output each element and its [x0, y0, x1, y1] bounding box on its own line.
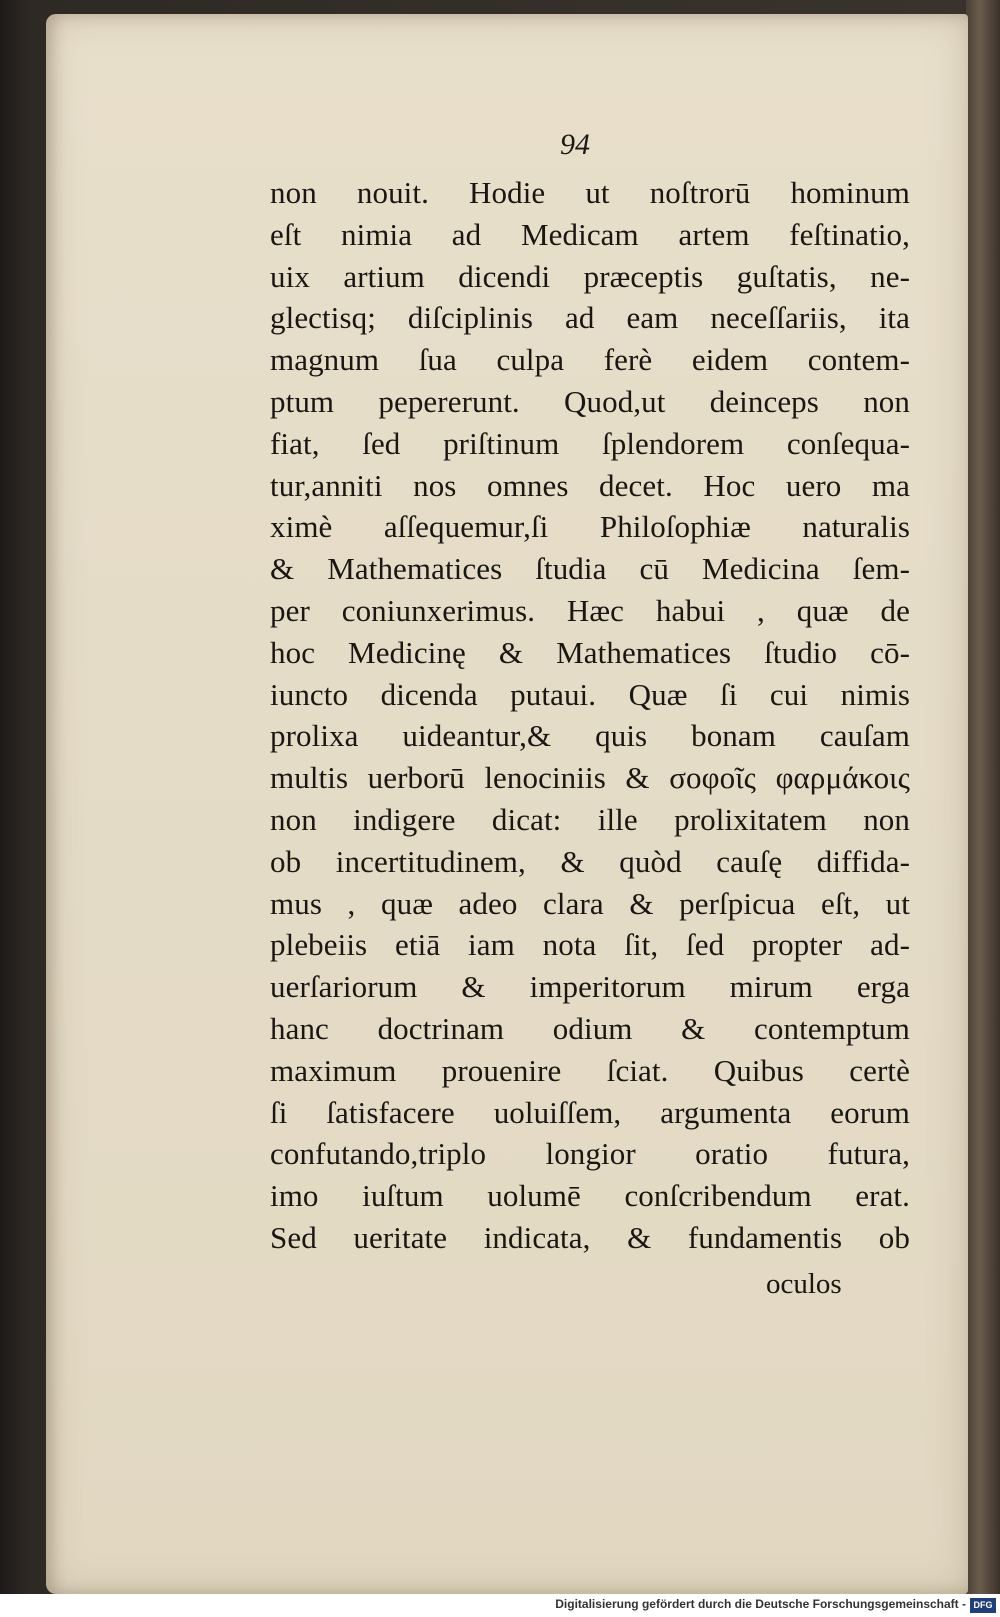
text-line: ptum pepererunt. Quod,ut deinceps non: [270, 383, 910, 419]
book-edge: [966, 0, 1000, 1594]
page-number: 94: [560, 128, 590, 161]
text-line: uerſariorum & imperitorum mirum erga: [270, 969, 910, 1005]
text-line: tur,anniti nos omnes decet. Hoc uero ma: [270, 467, 910, 503]
text-line: non indigere dicat: ille prolixitatem non: [270, 801, 910, 837]
text-line: Sed ueritate indicata, & fundamentis ob: [270, 1219, 910, 1255]
text-line: imo iuſtum uolumē conſcribendum erat.: [270, 1178, 910, 1214]
body-text: [270, 172, 910, 1259]
text-line: iuncto dicenda putaui. Quæ ſi cui nimis: [270, 676, 910, 712]
text-line: hoc Medicinę & Mathematices ſtudio cō-: [270, 634, 910, 670]
text-line: plebeiis etiā iam nota ſit, ſed propter ad-: [270, 927, 910, 963]
text-line: fiat, ſed priſtinum ſplendorem conſequa-: [270, 425, 910, 461]
text-line: mus , quæ adeo clara & perſpicua eſt, ut: [270, 885, 910, 921]
text-line: confutando,triplo longior oratio futura,: [270, 1136, 910, 1172]
text-line: maximum prouenire ſciat. Quibus certè: [270, 1052, 910, 1088]
text-line: hanc doctrinam odium & contemptum: [270, 1010, 910, 1046]
footer-credit: Digitalisierung gefördert durch die Deutsche Forschungsgemeinschaft -: [555, 1597, 966, 1611]
text-line: multis uerborū lenociniis & σοφοῖς φαρμάκοις: [270, 760, 910, 796]
text-line: non nouit. Hodie ut noſtrorū hominum: [270, 175, 910, 210]
footer-bar: [0, 1594, 1000, 1617]
dfg-logo: DFG: [970, 1598, 996, 1613]
text-line: eſt nimia ad Medicam artem feſtinatio,: [270, 216, 910, 252]
text-line: & Mathematices ſtudia cū Medicina ſem-: [270, 551, 910, 587]
text-line: glectisq; diſciplinis ad eam neceſſariis, ita: [270, 300, 910, 336]
text-line: prolixa uideantur,& quis bonam cauſam: [270, 718, 910, 754]
text-line: magnum ſua culpa ferè eidem contem-: [270, 342, 910, 378]
catchword: oculos: [766, 1268, 842, 1300]
text-line: uix artium dicendi præceptis guſtatis, ne-: [270, 258, 910, 294]
text-line: ximè aſſequemur,ſi Philoſophiæ naturalis: [270, 509, 910, 545]
text-line: ob incertitudinem, & quòd cauſę diffida-: [270, 843, 910, 879]
text-line: ſi ſatisfacere uoluiſſem, argumenta eorum: [270, 1094, 910, 1130]
text-line: per coniunxerimus. Hæc habui , quæ de: [270, 592, 910, 628]
